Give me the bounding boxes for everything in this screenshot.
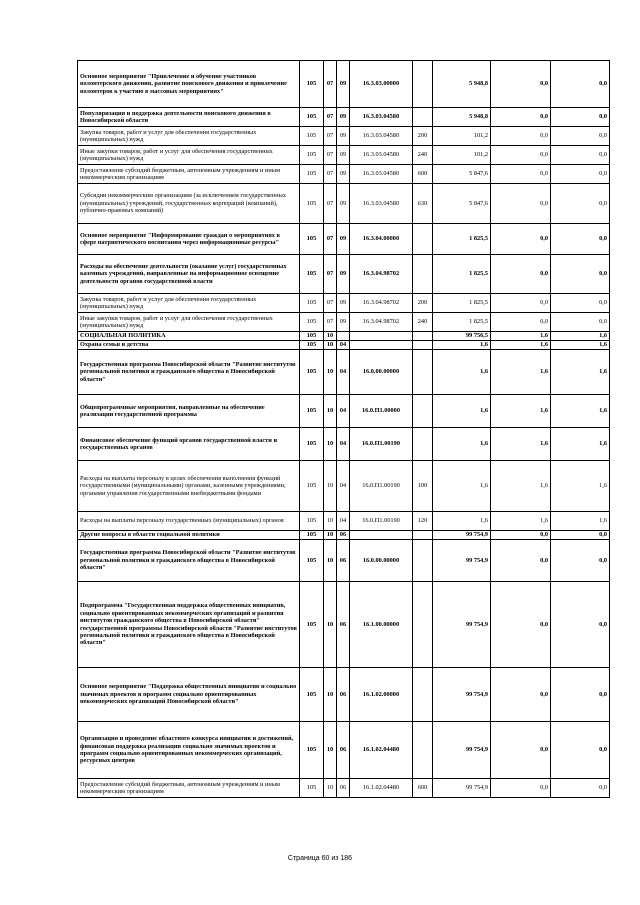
- cell-sum-1: 1 825,5: [433, 294, 491, 313]
- cell-rz: 10: [324, 461, 337, 512]
- cell-vr: 200: [413, 127, 433, 146]
- cell-sum-2: 0,0: [491, 779, 551, 798]
- cell-sum-3: 0,0: [551, 313, 610, 332]
- cell-name: Предоставление субсидий бюджетным, автономным учреждениям и иным некоммерческим организациям: [78, 165, 300, 184]
- cell-sum-1: 1 825,5: [433, 224, 491, 255]
- cell-name: Субсидии некоммерческим организациям (за исключением государственных (муниципальных) учреждений, государственных корпораций (компаний), публично-правовых компаний): [78, 184, 300, 224]
- cell-vr: 100: [413, 461, 433, 512]
- table-row: [78, 313, 610, 332]
- cell-sum-2: 0,0: [491, 184, 551, 224]
- cell-sum-1: 99 754,9: [433, 722, 491, 779]
- cell-rz: 07: [324, 165, 337, 184]
- cell-ved: 105: [300, 255, 324, 294]
- table-row: [78, 184, 610, 224]
- cell-ved: 105: [300, 313, 324, 332]
- cell-sum-3: 0,0: [551, 146, 610, 165]
- cell-pr: 09: [337, 224, 350, 255]
- cell-sum-2: 0,0: [491, 668, 551, 722]
- cell-csr: 16.3.03.04580: [350, 127, 413, 146]
- cell-name: Расходы на обеспечение деятельности (оказание услуг) государственных казенных учреждений, направленные на информационное освещение деятельности органов государственной власти: [78, 255, 300, 294]
- cell-csr: [350, 341, 413, 350]
- cell-csr: 16.0.П1.00190: [350, 428, 413, 461]
- cell-name: Иные закупки товаров, работ и услуг для обеспечения государственных (муниципальных) нужд: [78, 313, 300, 332]
- cell-vr: [413, 108, 433, 127]
- cell-ved: 105: [300, 461, 324, 512]
- cell-name: Предоставление субсидий бюджетным, автономным учреждениям и иным некоммерческим организациям: [78, 779, 300, 798]
- cell-rz: 07: [324, 224, 337, 255]
- cell-name: Организация и проведение областного конкурса инициатив и достижений, финансовая поддержка реализации социально значимых проектов и программ социально ориентированных некоммерческих организаций, ресурсных центров: [78, 722, 300, 779]
- table-row: [78, 108, 610, 127]
- cell-vr: [413, 531, 433, 540]
- cell-sum-2: 0,0: [491, 531, 551, 540]
- cell-sum-1: 1 825,5: [433, 313, 491, 332]
- cell-ved: 105: [300, 294, 324, 313]
- cell-sum-2: 0,0: [491, 582, 551, 668]
- cell-sum-1: 5 948,8: [433, 61, 491, 108]
- cell-sum-1: 99 754,9: [433, 540, 491, 582]
- cell-vr: [413, 332, 433, 341]
- cell-rz: 07: [324, 184, 337, 224]
- cell-csr: 16.3.04.98702: [350, 255, 413, 294]
- cell-sum-3: 0,0: [551, 779, 610, 798]
- cell-csr: 16.1.02.00000: [350, 668, 413, 722]
- cell-sum-2: 0,0: [491, 313, 551, 332]
- cell-pr: 09: [337, 108, 350, 127]
- cell-rz: 10: [324, 428, 337, 461]
- cell-ved: 105: [300, 61, 324, 108]
- cell-sum-1: 1,6: [433, 512, 491, 531]
- cell-sum-2: 0,0: [491, 61, 551, 108]
- cell-pr: 09: [337, 255, 350, 294]
- cell-rz: 07: [324, 255, 337, 294]
- cell-sum-1: 5 847,6: [433, 165, 491, 184]
- cell-sum-3: 0,0: [551, 224, 610, 255]
- cell-vr: 240: [413, 313, 433, 332]
- cell-pr: 04: [337, 395, 350, 428]
- table-row: [78, 127, 610, 146]
- cell-pr: 09: [337, 165, 350, 184]
- cell-rz: 07: [324, 108, 337, 127]
- table-row: [78, 332, 610, 341]
- cell-name: Популяризация и поддержка деятельности поискового движения в Новосибирской области: [78, 108, 300, 127]
- table-row: [78, 531, 610, 540]
- cell-sum-2: 1,6: [491, 350, 551, 395]
- cell-ved: 105: [300, 512, 324, 531]
- table-row: [78, 428, 610, 461]
- cell-sum-2: 1,6: [491, 395, 551, 428]
- cell-name: Общепрограммные мероприятия, направленные на обеспечение реализации государственной программы: [78, 395, 300, 428]
- table-row: [78, 582, 610, 668]
- cell-rz: 10: [324, 395, 337, 428]
- cell-csr: 16.3.03.04580: [350, 184, 413, 224]
- cell-pr: 06: [337, 779, 350, 798]
- cell-csr: 16.1.02.04480: [350, 722, 413, 779]
- cell-pr: 09: [337, 146, 350, 165]
- cell-name: Закупка товаров, работ и услуг для обеспечения государственных (муниципальных) нужд: [78, 127, 300, 146]
- cell-pr: 09: [337, 313, 350, 332]
- cell-name: Государственная программа Новосибирской области "Развитие институтов региональной политики и гражданского общества в Новосибирской области": [78, 350, 300, 395]
- cell-pr: 04: [337, 428, 350, 461]
- cell-sum-3: 1,6: [551, 512, 610, 531]
- cell-sum-3: 0,0: [551, 294, 610, 313]
- cell-vr: 600: [413, 165, 433, 184]
- cell-csr: 16.3.04.98702: [350, 313, 413, 332]
- cell-csr: 16.3.03.04580: [350, 146, 413, 165]
- cell-sum-2: 1,6: [491, 341, 551, 350]
- table-row: [78, 540, 610, 582]
- cell-name: Охрана семьи и детства: [78, 341, 300, 350]
- cell-pr: 04: [337, 512, 350, 531]
- page-number: Страница 60 из 186: [287, 855, 353, 862]
- cell-pr: 04: [337, 461, 350, 512]
- cell-sum-2: 0,0: [491, 722, 551, 779]
- cell-pr: [337, 332, 350, 341]
- cell-rz: 10: [324, 779, 337, 798]
- table-row: [78, 146, 610, 165]
- cell-ved: 105: [300, 395, 324, 428]
- cell-rz: 10: [324, 582, 337, 668]
- cell-sum-3: 0,0: [551, 127, 610, 146]
- cell-csr: [350, 531, 413, 540]
- cell-sum-2: 1,6: [491, 512, 551, 531]
- cell-vr: 600: [413, 779, 433, 798]
- cell-sum-1: 1,6: [433, 350, 491, 395]
- cell-csr: 16.3.03.04580: [350, 108, 413, 127]
- cell-vr: 630: [413, 184, 433, 224]
- cell-sum-2: 0,0: [491, 255, 551, 294]
- cell-pr: 06: [337, 531, 350, 540]
- cell-pr: 04: [337, 341, 350, 350]
- cell-name: Расходы на выплаты персоналу в целях обеспечения выполнения функций государственными (муниципальными) органами, казенными учреждениями, органами управления государственными внебюджетными фондами: [78, 461, 300, 512]
- table-row: [78, 350, 610, 395]
- cell-sum-3: 0,0: [551, 165, 610, 184]
- cell-rz: 10: [324, 722, 337, 779]
- cell-sum-2: 0,0: [491, 108, 551, 127]
- cell-ved: 105: [300, 108, 324, 127]
- cell-sum-3: 0,0: [551, 668, 610, 722]
- cell-vr: [413, 722, 433, 779]
- cell-sum-3: 1,6: [551, 341, 610, 350]
- cell-pr: 06: [337, 722, 350, 779]
- cell-ved: 105: [300, 668, 324, 722]
- cell-name: Подпрограмма "Государственная поддержка общественных инициатив, социально ориентированных некоммерческих организаций и развития институтов гражданского общества в Новосибирской области" государственной программы Новосибирской области "Развитие институтов региональной политики и гражданского общества в Новосибирской области": [78, 582, 300, 668]
- cell-sum-1: 99 756,5: [433, 332, 491, 341]
- cell-vr: [413, 255, 433, 294]
- cell-sum-3: 0,0: [551, 540, 610, 582]
- cell-rz: 07: [324, 61, 337, 108]
- cell-sum-3: 0,0: [551, 722, 610, 779]
- cell-rz: 10: [324, 512, 337, 531]
- cell-ved: 105: [300, 428, 324, 461]
- cell-sum-2: 0,0: [491, 146, 551, 165]
- table-row: [78, 61, 610, 108]
- cell-vr: [413, 582, 433, 668]
- cell-rz: 10: [324, 350, 337, 395]
- cell-vr: [413, 61, 433, 108]
- cell-name: Государственная программа Новосибирской области "Развитие институтов региональной политики и гражданского общества в Новосибирской области": [78, 540, 300, 582]
- cell-sum-3: 0,0: [551, 531, 610, 540]
- cell-rz: 07: [324, 294, 337, 313]
- cell-sum-1: 99 754,9: [433, 582, 491, 668]
- cell-pr: 09: [337, 127, 350, 146]
- cell-ved: 105: [300, 341, 324, 350]
- cell-sum-1: 101,2: [433, 146, 491, 165]
- cell-vr: [413, 341, 433, 350]
- cell-name: Закупка товаров, работ и услуг для обеспечения государственных (муниципальных) нужд: [78, 294, 300, 313]
- cell-vr: [413, 350, 433, 395]
- table-row: [78, 224, 610, 255]
- cell-sum-1: 99 754,9: [433, 668, 491, 722]
- cell-csr: 16.3.04.00000: [350, 224, 413, 255]
- cell-sum-1: 1,6: [433, 395, 491, 428]
- cell-sum-2: 1,6: [491, 461, 551, 512]
- cell-csr: 16.3.03.00000: [350, 61, 413, 108]
- cell-pr: 09: [337, 61, 350, 108]
- cell-name: Основное мероприятие "Поддержка общественных инициатив и социально значимых проектов и программ социально ориентированных некоммерческих организаций Новосибирской области": [78, 668, 300, 722]
- cell-name: Основное мероприятие "Информирование граждан о мероприятиях в сфере патриотического воспитания через информационные ресурсы": [78, 224, 300, 255]
- cell-sum-1: 1,6: [433, 461, 491, 512]
- cell-ved: 105: [300, 165, 324, 184]
- cell-vr: 200: [413, 294, 433, 313]
- cell-sum-2: 0,0: [491, 224, 551, 255]
- cell-vr: [413, 668, 433, 722]
- table-row: [78, 294, 610, 313]
- cell-sum-3: 0,0: [551, 582, 610, 668]
- cell-sum-3: 1,6: [551, 461, 610, 512]
- cell-sum-1: 1 825,5: [433, 255, 491, 294]
- cell-rz: 10: [324, 332, 337, 341]
- cell-sum-3: 0,0: [551, 61, 610, 108]
- cell-ved: 105: [300, 540, 324, 582]
- cell-csr: 16.0.П1.00190: [350, 512, 413, 531]
- cell-ved: 105: [300, 531, 324, 540]
- table-row: [78, 668, 610, 722]
- cell-sum-1: 5 948,8: [433, 108, 491, 127]
- cell-sum-3: 1,6: [551, 428, 610, 461]
- cell-sum-1: 101,2: [433, 127, 491, 146]
- cell-rz: 07: [324, 146, 337, 165]
- table-row: [78, 341, 610, 350]
- cell-vr: 240: [413, 146, 433, 165]
- cell-vr: [413, 224, 433, 255]
- cell-pr: 06: [337, 582, 350, 668]
- cell-pr: 09: [337, 184, 350, 224]
- cell-sum-3: 1,6: [551, 350, 610, 395]
- table-row: [78, 779, 610, 798]
- cell-sum-3: 0,0: [551, 184, 610, 224]
- cell-ved: 105: [300, 184, 324, 224]
- cell-csr: 16.3.04.98702: [350, 294, 413, 313]
- cell-sum-3: 0,0: [551, 108, 610, 127]
- cell-sum-3: 0,0: [551, 255, 610, 294]
- cell-sum-2: 1,6: [491, 332, 551, 341]
- table-row: [78, 461, 610, 512]
- cell-sum-1: 99 754,9: [433, 779, 491, 798]
- cell-pr: 06: [337, 540, 350, 582]
- cell-sum-2: 0,0: [491, 540, 551, 582]
- cell-ved: 105: [300, 779, 324, 798]
- cell-vr: [413, 428, 433, 461]
- cell-csr: 16.3.03.04580: [350, 165, 413, 184]
- cell-csr: 16.0.00.00000: [350, 540, 413, 582]
- cell-ved: 105: [300, 224, 324, 255]
- cell-ved: 105: [300, 127, 324, 146]
- cell-csr: 16.1.02.04480: [350, 779, 413, 798]
- cell-ved: 105: [300, 350, 324, 395]
- cell-sum-3: 1,6: [551, 332, 610, 341]
- cell-csr: 16.0.П1.00000: [350, 395, 413, 428]
- cell-rz: 10: [324, 668, 337, 722]
- cell-sum-3: 1,6: [551, 395, 610, 428]
- cell-name: Другие вопросы в области социальной политики: [78, 531, 300, 540]
- cell-name: Иные закупки товаров, работ и услуг для обеспечения государственных (муниципальных) нужд: [78, 146, 300, 165]
- cell-ved: 105: [300, 146, 324, 165]
- cell-csr: 16.0.00.00000: [350, 350, 413, 395]
- cell-pr: 06: [337, 668, 350, 722]
- cell-sum-1: 1,6: [433, 428, 491, 461]
- cell-vr: 120: [413, 512, 433, 531]
- budget-table-container: [77, 60, 609, 798]
- table-row: [78, 722, 610, 779]
- cell-rz: 07: [324, 127, 337, 146]
- cell-vr: [413, 540, 433, 582]
- cell-pr: 04: [337, 350, 350, 395]
- cell-name: Основное мероприятие "Привлечение и обучение участников волонтерского движения, развитие поискового движения и привлечение волонтеров к участию в массовых мероприятиях": [78, 61, 300, 108]
- cell-ved: 105: [300, 582, 324, 668]
- cell-vr: [413, 395, 433, 428]
- cell-name: СОЦИАЛЬНАЯ ПОЛИТИКА: [78, 332, 300, 341]
- cell-sum-1: 5 847,6: [433, 184, 491, 224]
- cell-sum-2: 1,6: [491, 428, 551, 461]
- table-row: [78, 512, 610, 531]
- table-row: [78, 255, 610, 294]
- cell-rz: 07: [324, 313, 337, 332]
- cell-csr: 16.0.П1.00190: [350, 461, 413, 512]
- cell-sum-2: 0,0: [491, 294, 551, 313]
- cell-sum-2: 0,0: [491, 165, 551, 184]
- cell-rz: 10: [324, 540, 337, 582]
- budget-table-body: [78, 61, 610, 798]
- cell-csr: 16.1.00.00000: [350, 582, 413, 668]
- cell-sum-1: 1,6: [433, 341, 491, 350]
- cell-rz: 10: [324, 341, 337, 350]
- cell-ved: 105: [300, 722, 324, 779]
- cell-rz: 10: [324, 531, 337, 540]
- cell-sum-1: 99 754,9: [433, 531, 491, 540]
- cell-csr: [350, 332, 413, 341]
- cell-pr: 09: [337, 294, 350, 313]
- budget-table: [77, 60, 610, 798]
- table-row: [78, 395, 610, 428]
- cell-sum-2: 0,0: [491, 127, 551, 146]
- table-row: [78, 165, 610, 184]
- cell-ved: 105: [300, 332, 324, 341]
- cell-name: Финансовое обеспечение функций органов государственной власти и государственных органов: [78, 428, 300, 461]
- cell-name: Расходы на выплаты персоналу государственных (муниципальных) органов: [78, 512, 300, 531]
